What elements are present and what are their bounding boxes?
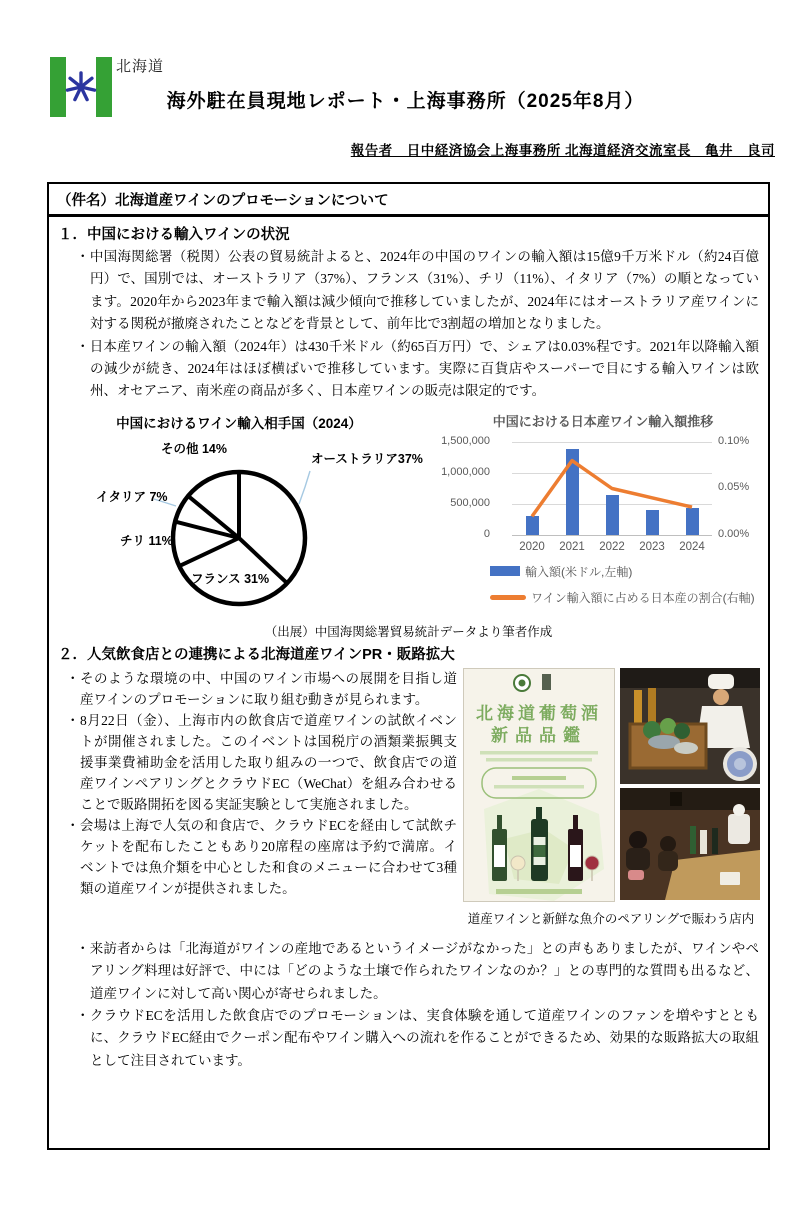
pie-label-australia: オーストラリア37%	[311, 451, 423, 466]
x-axis-label: 2021	[559, 540, 585, 553]
line-series	[532, 460, 692, 516]
page-title: 海外駐在員現地レポート・上海事務所（2025年8月）	[166, 91, 645, 112]
section2-text-column	[58, 668, 463, 927]
x-axis-label: 2024	[679, 540, 705, 553]
left-axis-tick: 1,000,000	[441, 465, 490, 478]
line-series-svg	[512, 442, 712, 535]
leader-line	[299, 471, 310, 504]
pie-chart-svg	[58, 409, 420, 621]
section2-heading: ２．人気飲食店との連携による北海道産ワインPR・販路拡大	[58, 646, 455, 663]
pie-label-chile: チリ 11%	[120, 533, 173, 548]
section2-bullet: ・そのような環境の中、中国のワイン市場への展開を目指し道産ワインのプロモーションに取り組む動きが見られます。	[66, 670, 457, 707]
wine-tasting-poster-photo	[463, 668, 615, 902]
left-axis-tick: 0	[483, 527, 490, 540]
x-axis-label: 2022	[599, 540, 625, 553]
pie-chart-title: 中国におけるワイン輸入相手国（2024）	[116, 415, 362, 431]
left-axis-tick: 1,500,000	[441, 434, 490, 447]
section1-heading: １．中国における輸入ワインの状況	[58, 227, 290, 243]
right-axis-tick: 0.00%	[718, 527, 750, 540]
section2-bullet: ・来訪者からは「北海道がワインの産地であるというイメージがなかった」との声もありましたが、ワインやペアリング料理は好評で、中には「どのような土壌で作られたワインなのか？」との専門的な質問も出るなど、道産ワインに対して高い関心が寄せられました。	[76, 940, 759, 1001]
left-axis-tick: 500,000	[450, 496, 490, 509]
legend-item-line	[490, 589, 755, 606]
section2-bullet: ・会場は上海で人気の和食店で、クラウドECを経由して試飲チケットを配布したこともあり20席程の座席は予約で満席。イベントでは魚介類を中心とした和食のメニューに合わせて3種類の道産ワインが提供されました。	[66, 817, 457, 896]
poster-title-line1: 北海道葡萄酒	[476, 703, 602, 723]
section1-bullet: ・日本産ワインの輸入額（2024年）は430千米ドル（約65百万円）で、シェアは0.03%程です。2021年以降輸入額の減少が続き、2024年はほぼ横ばいで推移しています。実際に百貨店やスーパーで目にする輸入ワインは欧州、オセアニア、南米産の商品が多く、日本産ワインの販売は限定的です。	[76, 338, 759, 399]
chef-preparing-seafood-photo	[620, 668, 760, 784]
right-axis-tick: 0.10%	[718, 434, 750, 447]
pie-label-france: フランス 31%	[191, 571, 270, 586]
section2-bullet: ・クラウドECを活用した飲食店でのプロモーションは、実食体験を通して道産ワインのファンを増やすとともに、クラウドEC経由でクーポン配布やワイン購入への流れを作ることができるため、効果的な販路拡大の取組として注目されています。	[76, 1008, 759, 1068]
bar-chart-title: 中国における日本産ワイン輸入額推移	[492, 413, 714, 429]
charts-row	[58, 409, 759, 621]
photo-column	[463, 668, 759, 927]
report-box	[47, 182, 770, 1150]
chart-legend	[490, 563, 755, 615]
right-axis-tick: 0.05%	[718, 481, 750, 494]
legend-item-bar	[490, 563, 755, 580]
pie-label-others: その他 14%	[161, 441, 227, 456]
legend-label: ワイン輸入額に占める日本産の割合(右軸)	[531, 590, 755, 605]
line-swatch-icon	[490, 595, 526, 600]
legend-label: 輸入額(米ドル,左軸)	[525, 564, 633, 579]
logo-label: 北海道	[116, 58, 165, 75]
pie-chart	[58, 409, 423, 621]
photo-caption: 道産ワインと新鮮な魚介のペアリングで賑わう店内	[467, 911, 755, 926]
subject-heading: （件名）北海道産ワインのプロモーションについて	[49, 184, 768, 217]
gridline	[512, 535, 712, 536]
section1-bullet: ・中国海関総署（税関）公表の貿易統計よると、2024年の中国のワインの輸入額は15億9千万米ドル（約24百億円）で、国別では、オーストラリア（37%）、フランス（31%）、チリ（11%）、イタリア（7%）の順となっています。2020年から2023年まで輸入額は減少傾向で推移していましたが、2024年にはオーストラリア産ワインに対する関税が撤廃されたことなどを背景として、前年比で3割超の増加となりました。	[76, 249, 759, 332]
x-axis-label: 2020	[519, 540, 545, 553]
pie-label-italy: イタリア 7%	[96, 489, 168, 504]
combo-plot	[512, 442, 712, 535]
reporter-line: 報告者 日中経済協会上海事務所 北海道経済交流室長 亀井 良司	[350, 143, 775, 158]
section2-bullet: ・8月22日（金）、上海市内の飲食店で道産ワインの試飲イベントが開催されました。このイベントは国税庁の酒類業振興支援事業費補助金を活用した取り組みの一つで、飲食店での道産ワインペアリングとクラウドEC（WeChat）を組み合わせることで販路開拓を図る実証実験として実施されました。	[66, 712, 457, 812]
source-note: （出展）中国海関総署貿易統計データより筆者作成	[264, 624, 553, 639]
poster-title-line2: 新品品鑑	[491, 725, 587, 745]
bar-swatch-icon	[490, 566, 520, 576]
x-axis-label: 2023	[639, 540, 665, 553]
bar-line-chart	[428, 409, 778, 621]
restaurant-interior-photo	[620, 788, 760, 900]
